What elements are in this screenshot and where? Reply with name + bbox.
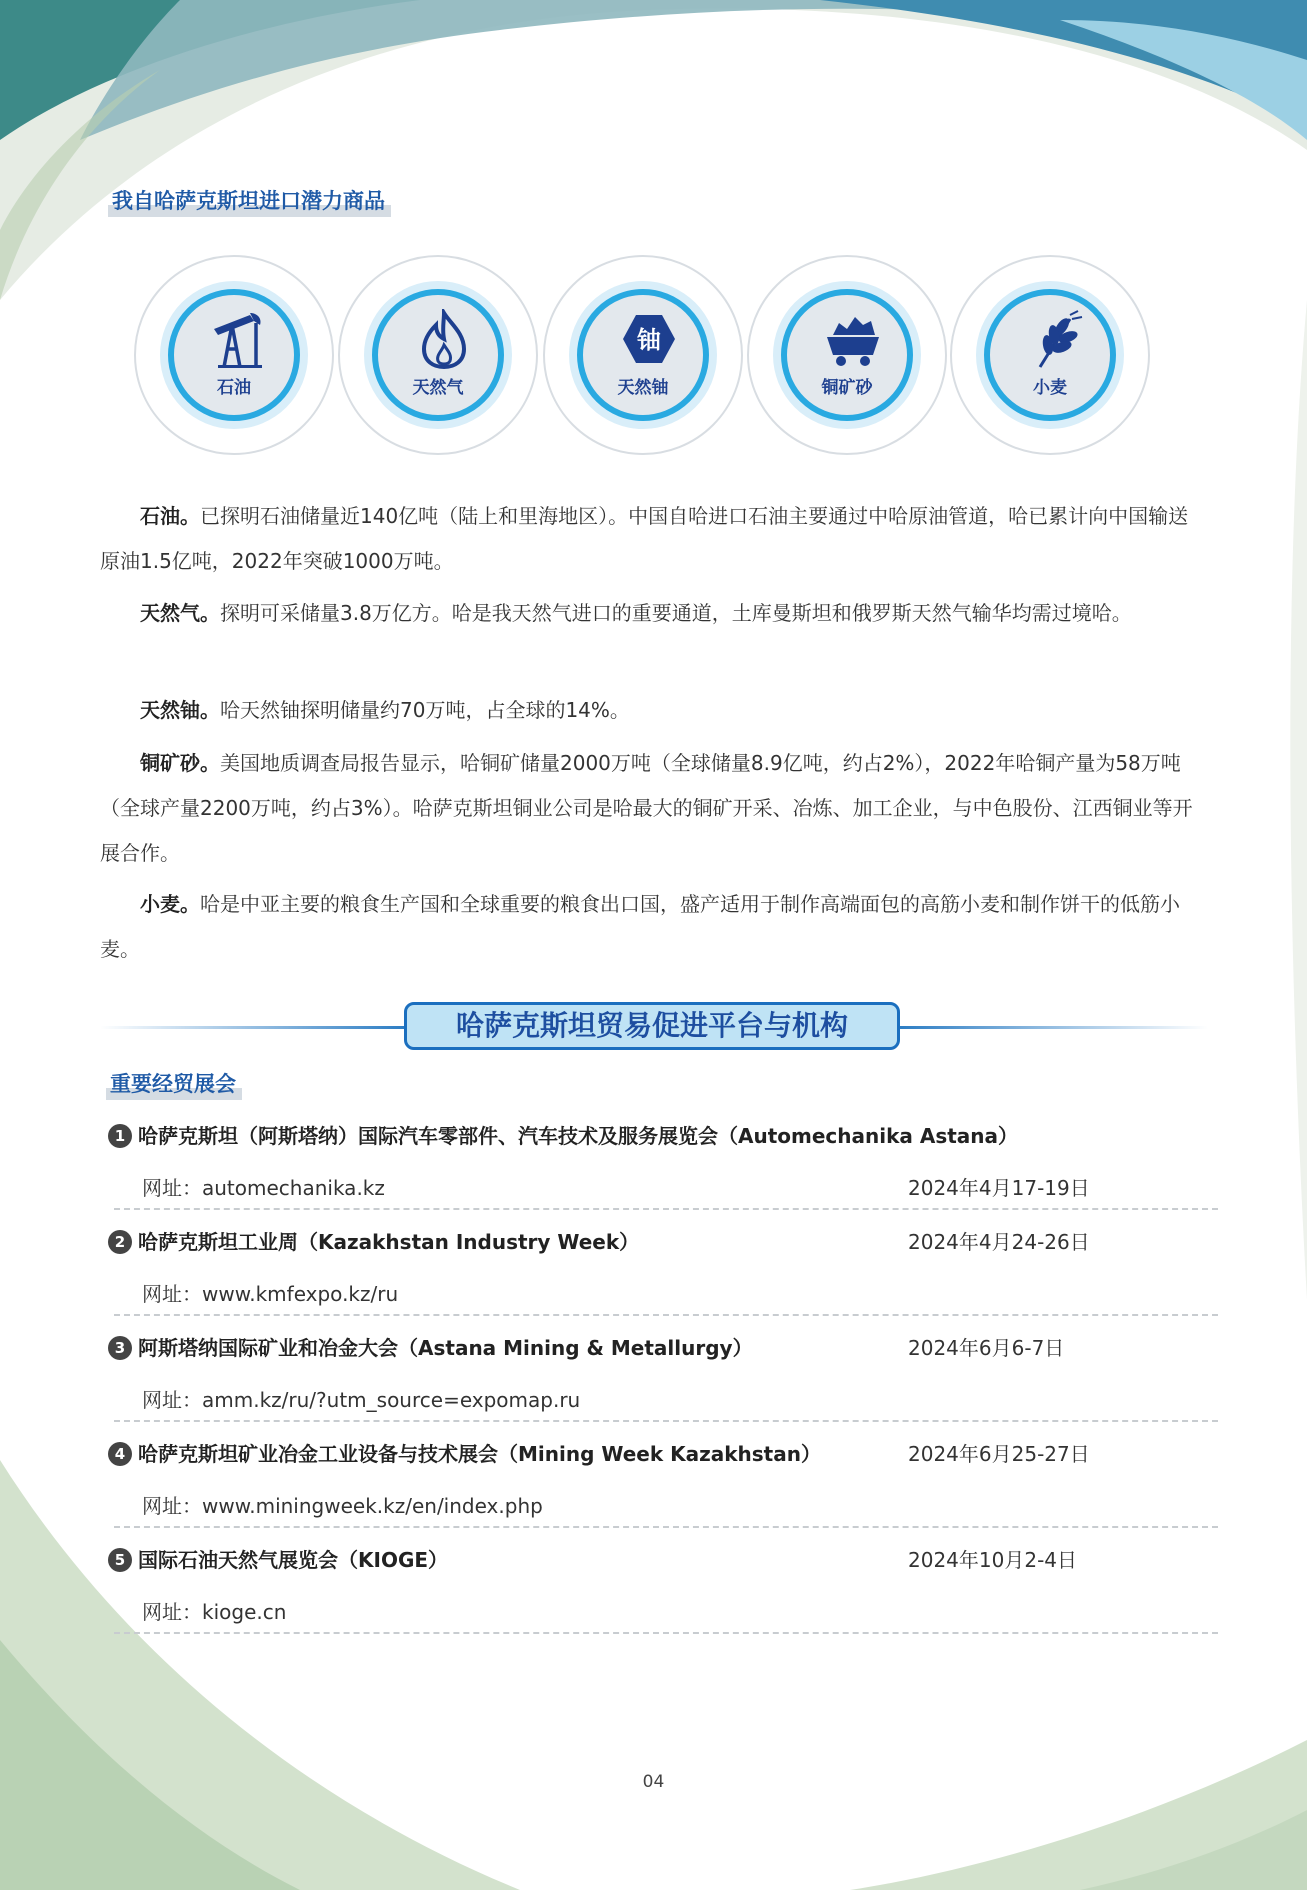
term: 铜矿砂。 [140, 751, 220, 775]
svg-text:铀: 铀 [637, 326, 661, 354]
paragraph-text: 美国地质调查局报告显示，哈铜矿储量2000万吨（全球储量8.9亿吨，约占2%），2022年哈铜产量为58万吨（全球产量2200万吨，约占3%）。哈萨克斯坦铜业公司是哈最大的铜矿开采、冶炼、加工企业，与中色股份、江西铜业等开展合作。 [100, 751, 1193, 865]
expo-url[interactable]: 网址：amm.kz/ru/?utm_source=expomap.ru [142, 1388, 581, 1412]
subsection-title: 重要经贸展会 [106, 1066, 242, 1100]
uranium-hexagon-icon [619, 309, 679, 369]
divider [114, 1526, 1218, 1528]
mine-cart-icon [823, 309, 883, 369]
commodity-label: 石油 [217, 378, 251, 398]
wheat-icon [1026, 309, 1086, 369]
paragraph-copper [100, 741, 1207, 876]
number-badge: 1 [108, 1124, 132, 1148]
expo-title [108, 1120, 1018, 1150]
commodity-wheat [950, 240, 1160, 460]
expo-title [108, 1226, 639, 1256]
expo-url[interactable]: 网址：automechanika.kz [142, 1176, 385, 1200]
oil-pump-icon [210, 309, 270, 369]
expo-date: 2024年6月25-27日 [908, 1442, 1090, 1466]
expo-title [108, 1438, 821, 1468]
gas-flame-icon [414, 309, 474, 369]
paragraph-text: 已探明石油储量近140亿吨（陆上和里海地区）。中国自哈进口石油主要通过中哈原油管道，哈已累计向中国输送原油1.5亿吨，2022年突破1000万吨。 [100, 504, 1189, 573]
number-badge: 4 [108, 1442, 132, 1466]
term: 石油。 [140, 504, 200, 528]
paragraph-text: 哈天然铀探明储量约70万吨，占全球的14%。 [220, 698, 630, 722]
banner-line-left [100, 1026, 406, 1029]
commodity-copper [747, 240, 957, 460]
paragraph-text: 哈是中亚主要的粮食生产国和全球重要的粮食出口国，盛产适用于制作高端面包的高筋小麦和制作饼干的低筋小麦。 [100, 892, 1180, 961]
expo-title [108, 1544, 448, 1574]
expo-date: 2024年6月6-7日 [908, 1336, 1065, 1360]
expo-date: 2024年10月2-4日 [908, 1548, 1078, 1572]
paragraph-text: 探明可采储量3.8万亿方。哈是我天然气进口的重要通道，土库曼斯坦和俄罗斯天然气输华均需过境哈。 [220, 601, 1132, 625]
paragraph-wheat [100, 882, 1207, 972]
paragraph-gas [100, 591, 1207, 636]
expo-name: 哈萨克斯坦（阿斯塔纳）国际汽车零部件、汽车技术及服务展览会（Automechanika Astana） [138, 1124, 1019, 1148]
expo-url[interactable]: 网址：www.miningweek.kz/en/index.php [142, 1494, 543, 1518]
commodity-label: 小麦 [1033, 378, 1067, 398]
commodity-oil [134, 240, 344, 460]
commodity-label: 天然铀 [617, 378, 669, 398]
section-title: 我自哈萨克斯坦进口潜力商品 [108, 183, 391, 217]
commodity-icons [0, 240, 1307, 480]
divider [114, 1208, 1218, 1210]
paragraph-oil [100, 494, 1207, 584]
divider [114, 1632, 1218, 1634]
commodity-label: 铜矿砂 [821, 378, 873, 398]
number-badge: 5 [108, 1548, 132, 1572]
commodity-uranium [543, 240, 753, 460]
expo-date: 2024年4月17-19日 [908, 1176, 1090, 1200]
expo-name: 国际石油天然气展览会（KIOGE） [138, 1548, 449, 1572]
expo-date: 2024年4月24-26日 [908, 1230, 1090, 1254]
divider [114, 1314, 1218, 1316]
number-badge: 2 [108, 1230, 132, 1254]
commodity-label: 天然气 [412, 378, 464, 398]
banner-title: 哈萨克斯坦贸易促进平台与机构 [404, 1002, 900, 1050]
expo-name: 哈萨克斯坦矿业冶金工业设备与技术展会（Mining Week Kazakhstan） [138, 1442, 821, 1466]
page-number: 04 [642, 1772, 665, 1792]
term: 天然铀。 [140, 698, 220, 722]
expo-url[interactable]: 网址：kioge.cn [142, 1600, 287, 1624]
paragraph-uranium [100, 688, 1207, 733]
divider [114, 1420, 1218, 1422]
term: 小麦。 [140, 892, 200, 916]
commodity-gas [338, 240, 548, 460]
expo-name: 哈萨克斯坦工业周（Kazakhstan Industry Week） [138, 1230, 640, 1254]
term: 天然气。 [140, 601, 220, 625]
expo-url[interactable]: 网址：www.kmfexpo.kz/ru [142, 1282, 399, 1306]
expo-name: 阿斯塔纳国际矿业和冶金大会（Astana Mining & Metallurgy） [138, 1336, 753, 1360]
banner-line-right [898, 1026, 1208, 1029]
expo-title [108, 1332, 753, 1362]
number-badge: 3 [108, 1336, 132, 1360]
